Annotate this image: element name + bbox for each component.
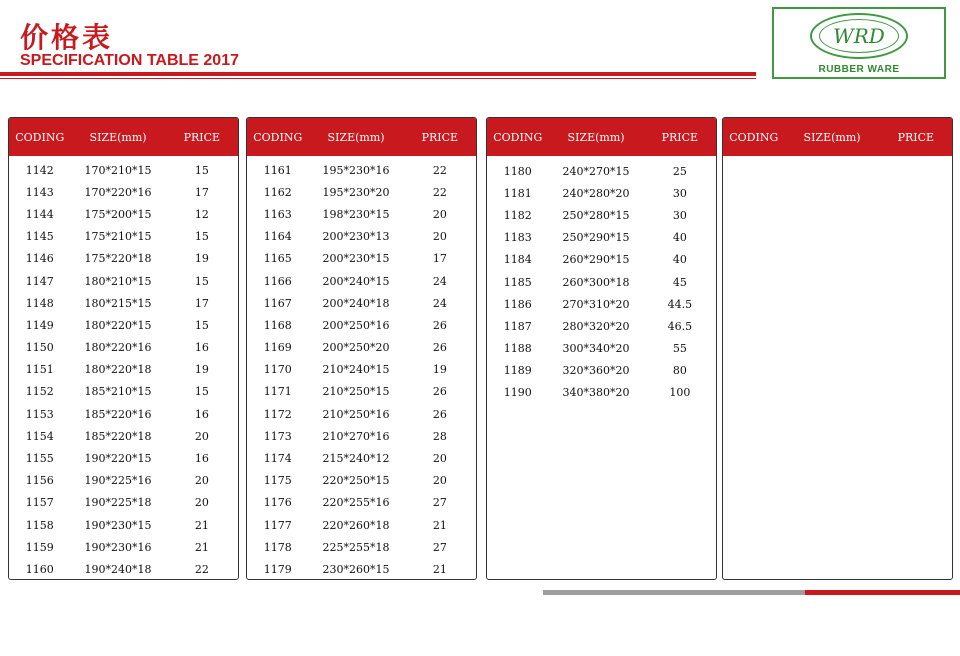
table-row	[9, 226, 238, 248]
cell-size: 180*220*16	[84, 341, 152, 355]
table-row	[9, 159, 238, 181]
table-row	[9, 536, 238, 558]
cell-coding: 1187	[503, 319, 532, 333]
cell-size: 240*280*20	[562, 186, 630, 200]
cell-price: 16	[194, 407, 209, 421]
cell-price: 15	[194, 318, 209, 332]
table-body	[723, 156, 952, 159]
cell-price: 30	[672, 208, 687, 222]
cell-coding: 1170	[263, 363, 292, 377]
cell-coding: 1183	[503, 231, 532, 245]
header-price: PRICE	[897, 130, 935, 144]
cell-coding: 1156	[25, 474, 54, 488]
cell-size: 185*220*18	[84, 429, 152, 443]
footer-bar-red	[805, 590, 960, 595]
table-row	[487, 227, 716, 249]
cell-coding: 1146	[25, 252, 54, 266]
cell-size: 180*210*15	[84, 274, 152, 288]
table-row	[247, 270, 476, 292]
cell-coding: 1148	[25, 296, 54, 310]
cell-price: 100	[669, 386, 691, 400]
cell-size: 195*230*16	[322, 163, 390, 177]
cell-size: 250*290*15	[562, 231, 630, 245]
cell-price: 46.5	[667, 319, 693, 333]
header-size: SIZE(mm)	[327, 130, 385, 144]
cell-size: 200*230*15	[322, 252, 390, 266]
logo-ellipse	[810, 13, 908, 59]
cell-coding: 1173	[263, 429, 292, 443]
cell-price: 26	[432, 341, 447, 355]
header-rule-thin	[0, 78, 756, 79]
cell-coding: 1159	[25, 540, 54, 554]
cell-price: 20	[194, 474, 209, 488]
page-title-cn: 价格表	[20, 21, 114, 54]
cell-price: 30	[672, 186, 687, 200]
cell-price: 19	[432, 363, 447, 377]
cell-price: 21	[432, 562, 447, 576]
cell-coding: 1158	[25, 518, 54, 532]
cell-coding: 1188	[503, 342, 532, 356]
cell-coding: 1176	[263, 496, 292, 510]
cell-size: 210*250*15	[322, 385, 390, 399]
header-price: PRICE	[183, 130, 221, 144]
cell-coding: 1178	[263, 540, 292, 554]
table-row	[247, 514, 476, 536]
cell-coding: 1184	[503, 253, 532, 267]
cell-size: 260*300*18	[562, 275, 630, 289]
table-row	[9, 203, 238, 225]
cell-size: 180*220*18	[84, 363, 152, 377]
cell-price: 17	[194, 296, 209, 310]
table-row	[247, 536, 476, 558]
table-row	[487, 204, 716, 226]
cell-coding: 1151	[25, 363, 54, 377]
cell-size: 195*230*20	[322, 185, 390, 199]
cell-coding: 1182	[503, 208, 532, 222]
cell-price: 27	[432, 496, 447, 510]
cell-coding: 1181	[503, 186, 532, 200]
cell-coding: 1162	[263, 185, 292, 199]
cell-price: 40	[672, 231, 687, 245]
cell-price: 28	[432, 429, 447, 443]
table-row	[487, 182, 716, 204]
cell-size: 175*200*15	[84, 207, 152, 221]
cell-price: 17	[194, 185, 209, 199]
table-row	[9, 514, 238, 536]
cell-size: 200*230*13	[322, 230, 390, 244]
cell-size: 198*230*15	[322, 207, 390, 221]
table-row	[247, 381, 476, 403]
table-row	[487, 271, 716, 293]
cell-price: 24	[432, 296, 447, 310]
cell-size: 220*255*16	[322, 496, 390, 510]
cell-coding: 1160	[25, 562, 54, 576]
cell-size: 175*210*15	[84, 230, 152, 244]
cell-size: 175*220*18	[84, 252, 152, 266]
table-row	[247, 425, 476, 447]
cell-price: 21	[194, 540, 209, 554]
cell-size: 190*230*16	[84, 540, 152, 554]
table-row	[247, 203, 476, 225]
cell-coding: 1186	[503, 297, 532, 311]
cell-price: 55	[672, 342, 687, 356]
cell-price: 44.5	[667, 297, 693, 311]
cell-price: 15	[194, 385, 209, 399]
header-size: SIZE(mm)	[567, 130, 625, 144]
cell-price: 45	[672, 275, 687, 289]
table-row	[9, 359, 238, 381]
cell-price: 25	[672, 164, 687, 178]
cell-size: 190*220*15	[84, 452, 152, 466]
cell-coding: 1153	[25, 407, 54, 421]
table-row	[247, 470, 476, 492]
table-row	[487, 315, 716, 337]
table-row	[9, 314, 238, 336]
table-row	[247, 226, 476, 248]
cell-price: 22	[432, 163, 447, 177]
cell-size: 230*260*15	[322, 562, 390, 576]
cell-price: 20	[432, 230, 447, 244]
table-row	[247, 159, 476, 181]
table-row	[9, 447, 238, 469]
table-row	[9, 470, 238, 492]
cell-coding: 1168	[263, 318, 292, 332]
cell-size: 225*255*18	[322, 540, 390, 554]
cell-price: 15	[194, 163, 209, 177]
cell-size: 280*320*20	[562, 319, 630, 333]
cell-price: 19	[194, 252, 209, 266]
cell-coding: 1145	[25, 230, 54, 244]
cell-coding: 1164	[263, 230, 292, 244]
table-row	[247, 181, 476, 203]
cell-coding: 1190	[503, 386, 532, 400]
cell-coding: 1142	[25, 163, 54, 177]
cell-price: 26	[432, 385, 447, 399]
cell-coding: 1179	[263, 562, 292, 576]
cell-size: 250*280*15	[562, 208, 630, 222]
cell-price: 15	[194, 274, 209, 288]
cell-price: 16	[194, 452, 209, 466]
header-coding: CODING	[253, 130, 303, 144]
cell-size: 200*240*18	[322, 296, 390, 310]
table-row	[247, 447, 476, 469]
table-header	[247, 118, 476, 156]
table-header	[9, 118, 238, 156]
table-body	[487, 156, 716, 404]
price-table-4	[722, 117, 953, 580]
header-price: PRICE	[421, 130, 459, 144]
cell-price: 12	[194, 207, 209, 221]
cell-coding: 1180	[503, 164, 532, 178]
table-row	[9, 558, 238, 580]
price-table-3	[486, 117, 717, 580]
cell-coding: 1150	[25, 341, 54, 355]
cell-coding: 1152	[25, 385, 54, 399]
table-row	[487, 249, 716, 271]
table-row	[487, 382, 716, 404]
table-row	[9, 492, 238, 514]
cell-price: 26	[432, 407, 447, 421]
cell-size: 190*230*15	[84, 518, 152, 532]
table-row	[487, 360, 716, 382]
header-price: PRICE	[661, 130, 699, 144]
cell-coding: 1166	[263, 274, 292, 288]
cell-price: 16	[194, 341, 209, 355]
cell-price: 22	[194, 562, 209, 576]
cell-coding: 1155	[25, 452, 54, 466]
cell-coding: 1171	[263, 385, 292, 399]
table-row	[247, 314, 476, 336]
cell-size: 170*210*15	[84, 163, 152, 177]
cell-size: 190*225*18	[84, 496, 152, 510]
cell-size: 185*210*15	[84, 385, 152, 399]
cell-price: 21	[432, 518, 447, 532]
page-title-en: SPECIFICATION TABLE 2017	[20, 52, 239, 69]
cell-price: 24	[432, 274, 447, 288]
header-size: SIZE(mm)	[803, 130, 861, 144]
cell-size: 260*290*15	[562, 253, 630, 267]
cell-size: 210*250*16	[322, 407, 390, 421]
table-body	[247, 156, 476, 580]
logo-ellipse-inner	[819, 19, 899, 53]
table-row	[487, 293, 716, 315]
table-row	[9, 248, 238, 270]
table-row	[247, 403, 476, 425]
cell-size: 200*250*16	[322, 318, 390, 332]
cell-price: 20	[432, 474, 447, 488]
cell-coding: 1157	[25, 496, 54, 510]
cell-size: 190*240*18	[84, 562, 152, 576]
cell-price: 20	[194, 496, 209, 510]
header-rule	[0, 72, 756, 76]
cell-coding: 1185	[503, 275, 532, 289]
cell-price: 27	[432, 540, 447, 554]
table-header	[723, 118, 952, 156]
price-table-1	[8, 117, 239, 580]
table-row	[9, 337, 238, 359]
cell-coding: 1163	[263, 207, 292, 221]
cell-size: 300*340*20	[562, 342, 630, 356]
cell-size: 180*215*15	[84, 296, 152, 310]
price-table-2	[246, 117, 477, 580]
table-header	[487, 118, 716, 156]
cell-size: 215*240*12	[322, 452, 390, 466]
cell-coding: 1149	[25, 318, 54, 332]
cell-size: 240*270*15	[562, 164, 630, 178]
cell-price: 80	[672, 364, 687, 378]
logo-text: WRD	[833, 24, 885, 48]
cell-coding: 1175	[263, 474, 292, 488]
cell-size: 200*240*15	[322, 274, 390, 288]
cell-price: 20	[194, 429, 209, 443]
footer-bar-gray	[543, 590, 805, 595]
cell-size: 200*250*20	[322, 341, 390, 355]
cell-price: 40	[672, 253, 687, 267]
cell-size: 220*250*15	[322, 474, 390, 488]
header-size: SIZE(mm)	[89, 130, 147, 144]
table-row	[9, 292, 238, 314]
table-row	[9, 381, 238, 403]
cell-price: 22	[432, 185, 447, 199]
cell-coding: 1147	[25, 274, 54, 288]
cell-size: 170*220*16	[84, 185, 152, 199]
cell-coding: 1174	[263, 452, 292, 466]
cell-size: 220*260*18	[322, 518, 390, 532]
cell-coding: 1189	[503, 364, 532, 378]
cell-coding: 1165	[263, 252, 292, 266]
cell-coding: 1154	[25, 429, 54, 443]
table-row	[247, 337, 476, 359]
table-row	[9, 403, 238, 425]
table-row	[247, 359, 476, 381]
cell-size: 185*220*16	[84, 407, 152, 421]
cell-price: 21	[194, 518, 209, 532]
table-row	[247, 492, 476, 514]
cell-price: 20	[432, 452, 447, 466]
cell-coding: 1172	[263, 407, 292, 421]
cell-size: 340*380*20	[562, 386, 630, 400]
header-coding: CODING	[729, 130, 779, 144]
cell-size: 190*225*16	[84, 474, 152, 488]
header-coding: CODING	[493, 130, 543, 144]
table-body	[9, 156, 238, 580]
cell-coding: 1177	[263, 518, 292, 532]
cell-size: 320*360*20	[562, 364, 630, 378]
cell-price: 19	[194, 363, 209, 377]
table-row	[247, 248, 476, 270]
table-row	[247, 292, 476, 314]
table-row	[9, 425, 238, 447]
cell-price: 26	[432, 318, 447, 332]
table-row	[9, 270, 238, 292]
cell-coding: 1169	[263, 341, 292, 355]
header-coding: CODING	[15, 130, 65, 144]
cell-size: 210*270*16	[322, 429, 390, 443]
logo-subtitle: RUBBER WARE	[818, 64, 900, 75]
cell-coding: 1167	[263, 296, 292, 310]
cell-coding: 1144	[25, 207, 54, 221]
cell-price: 20	[432, 207, 447, 221]
cell-coding: 1161	[263, 163, 292, 177]
cell-price: 17	[432, 252, 447, 266]
cell-size: 210*240*15	[322, 363, 390, 377]
cell-size: 180*220*15	[84, 318, 152, 332]
cell-coding: 1143	[25, 185, 54, 199]
table-row	[9, 181, 238, 203]
cell-price: 15	[194, 230, 209, 244]
table-row	[487, 338, 716, 360]
cell-size: 270*310*20	[562, 297, 630, 311]
table-row	[487, 160, 716, 182]
brand-logo	[772, 7, 946, 79]
table-row	[247, 558, 476, 580]
